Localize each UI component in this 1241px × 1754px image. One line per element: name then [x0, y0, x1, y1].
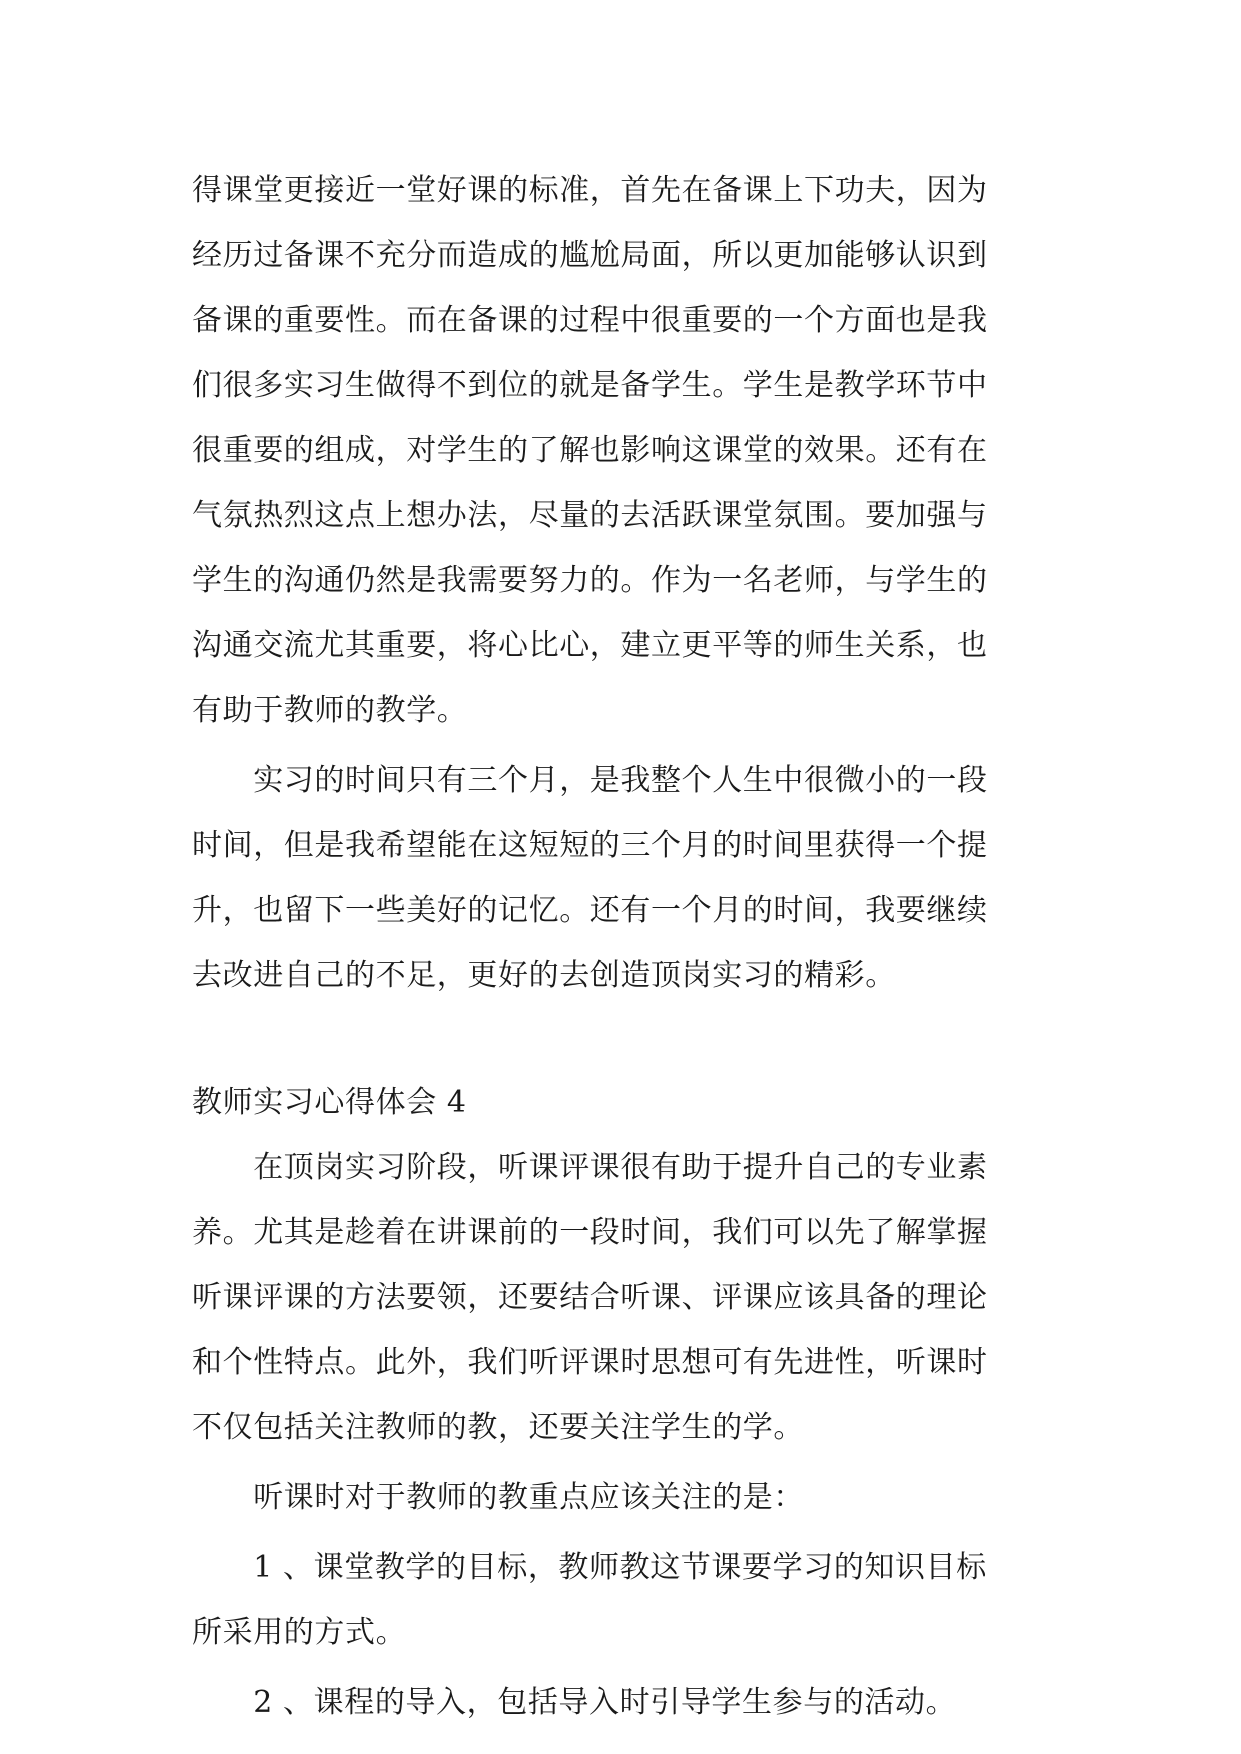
document-page: [192, 158, 1062, 1735]
text-line: 沟通交流尤其重要，将心比心，建立更平等的师生关系，也: [192, 628, 988, 663]
text-line: 有助于教师的教学。: [192, 693, 468, 728]
text-line: 和个性特点。此外，我们听评课时思想可有先进性，听课时: [192, 1345, 988, 1380]
text-line: 得课堂更接近一堂好课的标准，首先在备课上下功夫，因为: [192, 173, 988, 208]
text-line: 升，也留下一些美好的记忆。还有一个月的时间，我要继续: [192, 893, 988, 928]
text-line: 学生的沟通仍然是我需要努力的。作为一名老师，与学生的: [192, 563, 988, 598]
text-line: 听课评课的方法要领，还要结合听课、评课应该具备的理论: [192, 1280, 988, 1315]
paragraph-intro: [192, 1135, 1062, 1460]
text-line: 备课的重要性。而在备课的过程中很重要的一个方面也是我: [192, 303, 988, 338]
text-line: 们很多实习生做得不到位的就是备学生。学生是教学环节中: [192, 368, 988, 403]
text-line: 实习的时间只有三个月，是我整个人生中很微小的一段: [192, 763, 988, 798]
text-line: 所采用的方式。: [192, 1615, 407, 1650]
text-line: 养。尤其是趁着在讲课前的一段时间，我们可以先了解掌握: [192, 1215, 988, 1250]
paragraph-backup-lessons: [192, 158, 1062, 743]
list-item-1: [192, 1535, 1062, 1665]
paragraph-lead: 听课时对于教师的教重点应该关注的是：: [192, 1480, 804, 1515]
text-line: 去改进自己的不足，更好的去创造顶岗实习的精彩。: [192, 958, 896, 993]
text-line: 时间，但是我希望能在这短短的三个月的时间里获得一个提: [192, 828, 988, 863]
paragraph-closing: [192, 748, 1062, 1008]
text-line: 1 、课堂教学的目标，教师教这节课要学习的知识目标: [192, 1550, 987, 1585]
text-line: 很重要的组成，对学生的了解也影响这课堂的效果。还有在: [192, 433, 988, 468]
text-line: 气氛热烈这点上想办法，尽量的去活跃课堂氛围。要加强与: [192, 498, 988, 533]
list-item-2: 2 、课程的导入，包括导入时引导学生参与的活动。: [192, 1685, 957, 1720]
section-heading: 教师实习心得体会 4: [192, 1085, 467, 1120]
text-line: 在顶岗实习阶段，听课评课很有助于提升自己的专业素: [192, 1150, 988, 1185]
text-line: 不仅包括关注教师的教，还要关注学生的学。: [192, 1410, 804, 1445]
text-line: 经历过备课不充分而造成的尴尬局面，所以更加能够认识到: [192, 238, 988, 273]
